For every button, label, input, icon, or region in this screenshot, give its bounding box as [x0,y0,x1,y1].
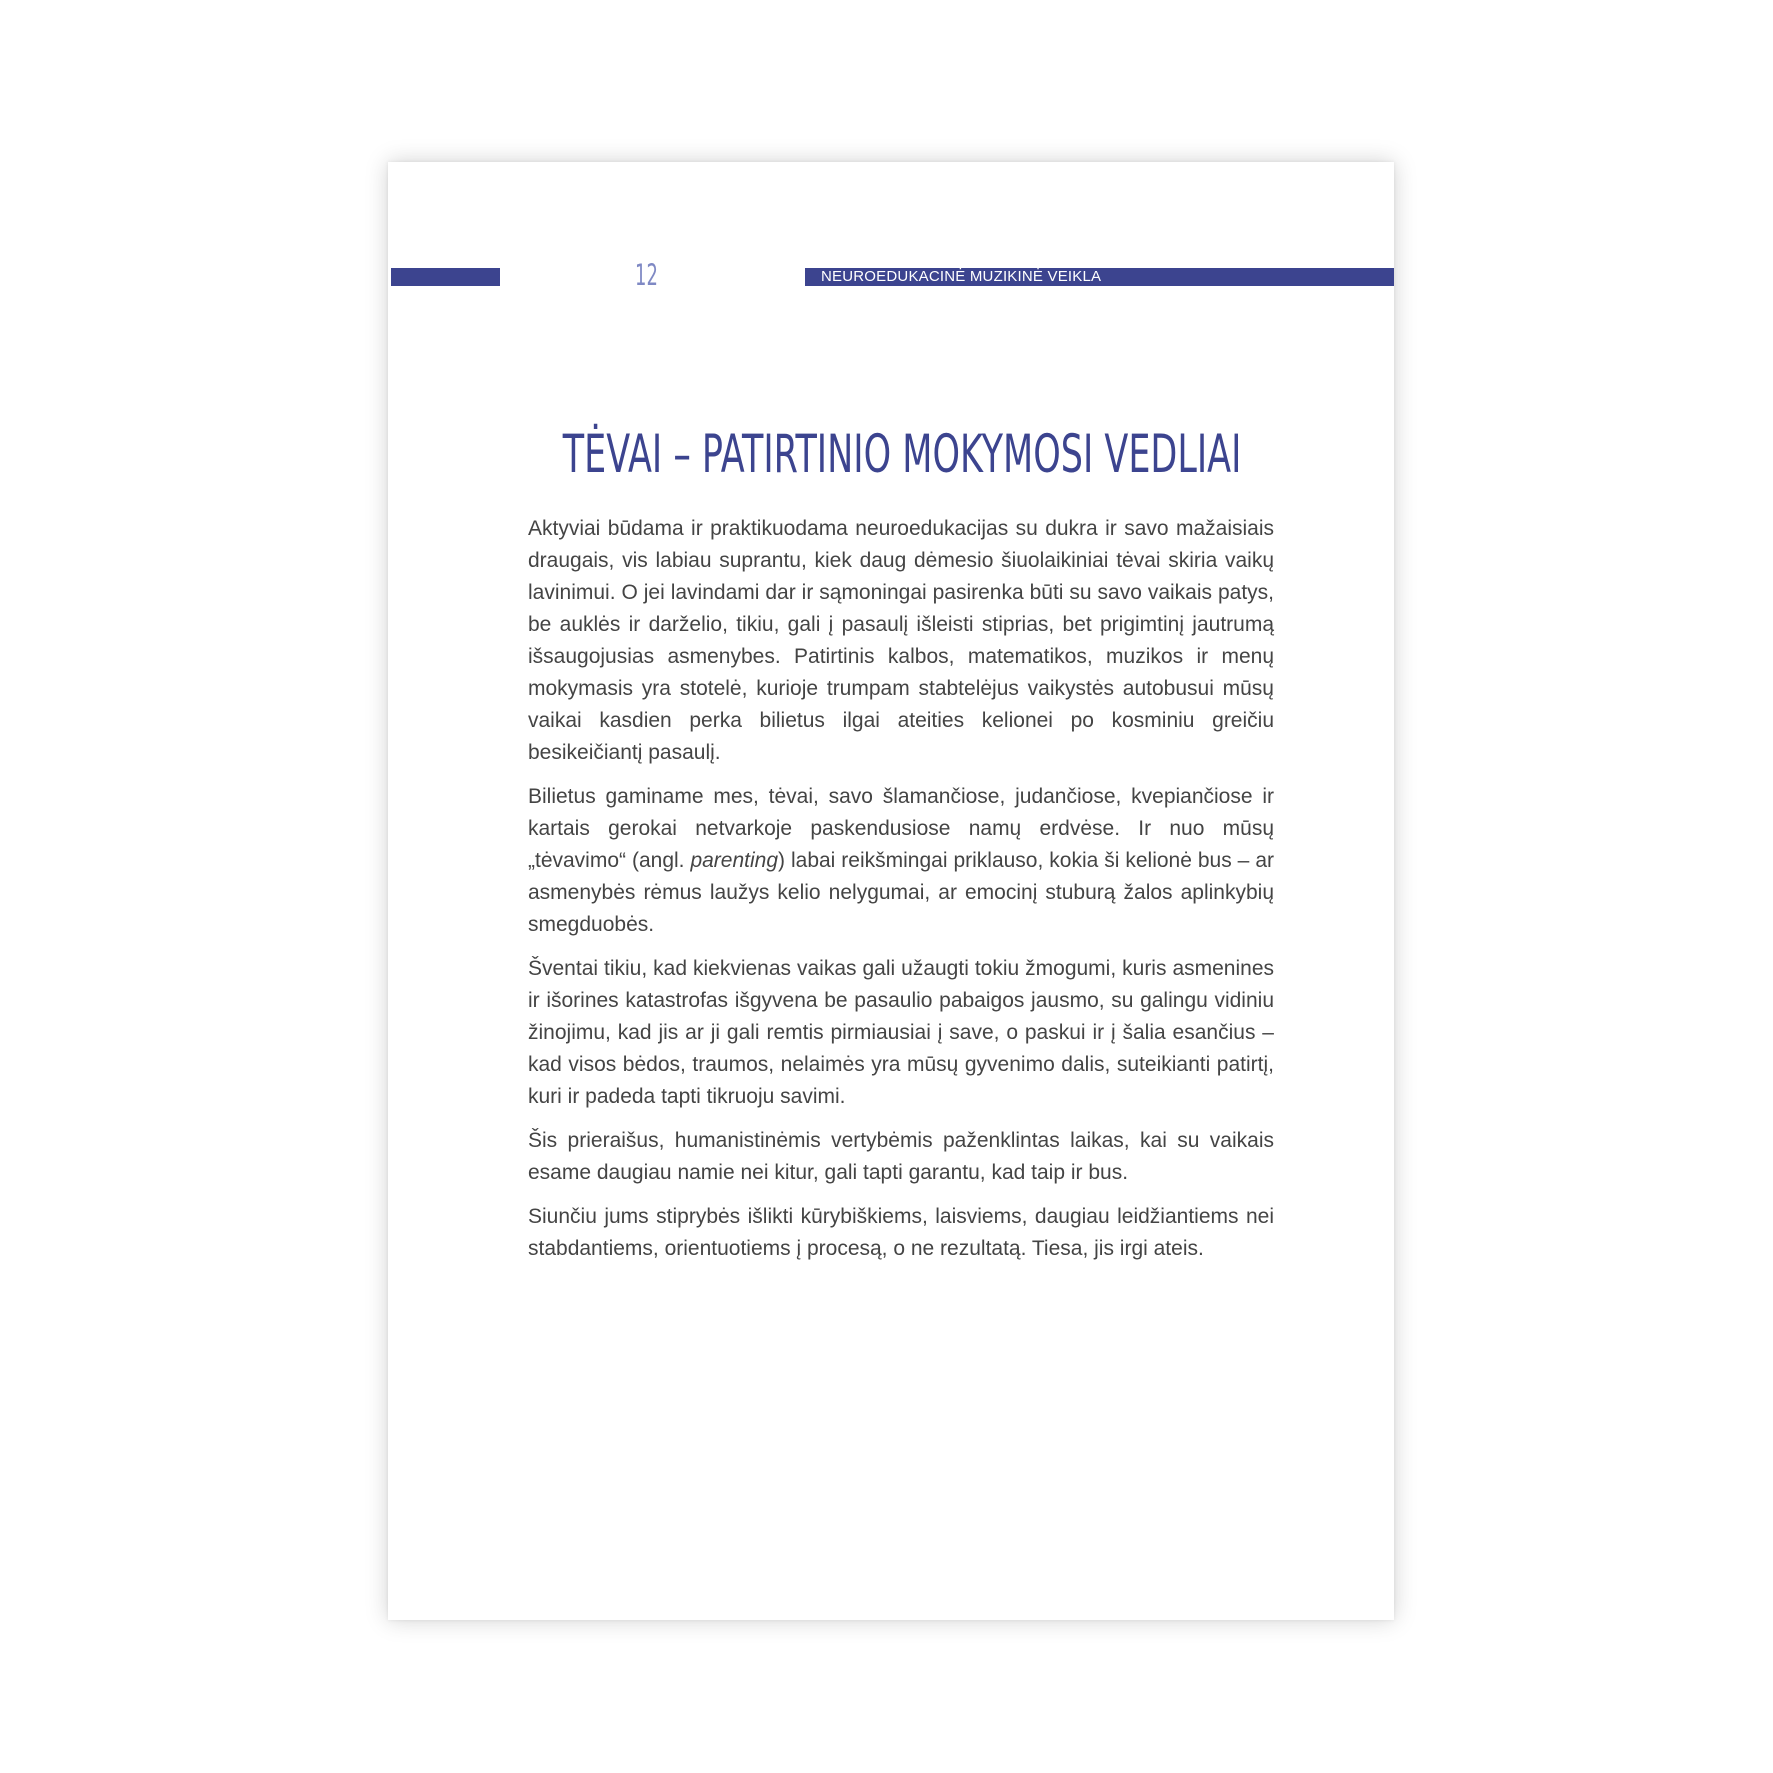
paragraph-2 [528,781,1274,941]
paragraph-3: Šventai tikiu, kad kiekvienas vaikas gali užaugti tokiu žmogumi, kuris asmenines ir išorines katastrofas išgyvena be pasaulio pabaigos jausmo, su galingu vidiniu žinojimu, kad jis ar ji gali remtis pirmiausiai į save, o paskui ir į šalia esančius – kad visos bėdos, traumos, nelaimės yra mūsų gyvenimo dalis, suteikianti patirtį, kuri ir padeda tapti tikruoju savimi. [528,957,1274,1108]
header-bar-left [391,268,500,286]
page-number: 12 [635,258,658,292]
paragraph-5: Siunčiu jums stiprybės išlikti kūrybiškiems, laisviems, daugiau leidžiantiems nei stabdantiems, orientuotiems į procesą, o ne rezultatą. Tiesa, jis irgi ateis. [528,1205,1274,1260]
paragraph-2-text-before: Bilietus gaminame mes, tėvai, savo šlamančiose, judančiose, kvepiančiose ir kartais gerokai netvarkoje paskendusiose namų erdvėse. Ir nuo mūsų „tėvavimo“ (angl. [528,785,1274,872]
paragraph-2-text-after: ) labai reikšmingai priklauso, kokia ši kelionė bus – ar asmenybės rėmus laužys kelio nelygumai, ar emocinį stuburą žalos aplinkybių smegduobės. [528,849,1274,936]
document-page [388,162,1394,1620]
header-bar-right [805,268,1394,286]
body-text [528,513,1274,1277]
chapter-title-text: TĖVAI – PATIRTINIO MOKYMOSI VEDLIAI [562,424,1242,485]
paragraph-1: Aktyviai būdama ir praktikuodama neuroedukacijas su dukra ir savo mažaisiais draugais, vis labiau suprantu, kiek daug dėmesio šiuolaikiniai tėvai skiria vaikų lavinimui. O jei lavindami dar ir sąmoningai pasirenka būti su savo vaikais patys, be auklės ir darželio, tikiu, gali į pasaulį išleisti stiprias, bet prigimtinį jautrumą išsaugojusias asmenybes. Patirtinis kalbos, matematikos, muzikos ir menų mokymasis yra stotelė, kurioje trumpam stabtelėjus vaikystės autobusui mūsų vaikai kasdien perka bilietus ilgai ateities kelionei po kosminiu greičiu besikeičiantį pasaulį. [528,517,1274,764]
paragraph-2-italic-term: parenting [690,849,779,872]
paragraph-4: Šis prieraišus, humanistinėmis vertybėmis paženklintas laikas, kai su vaikais esame daugiau namie nei kitur, gali tapti garantu, kad taip ir bus. [528,1129,1274,1184]
chapter-title [388,424,1394,485]
running-title: NEUROEDUKACINĖ MUZIKINĖ VEIKLA [821,268,1102,285]
